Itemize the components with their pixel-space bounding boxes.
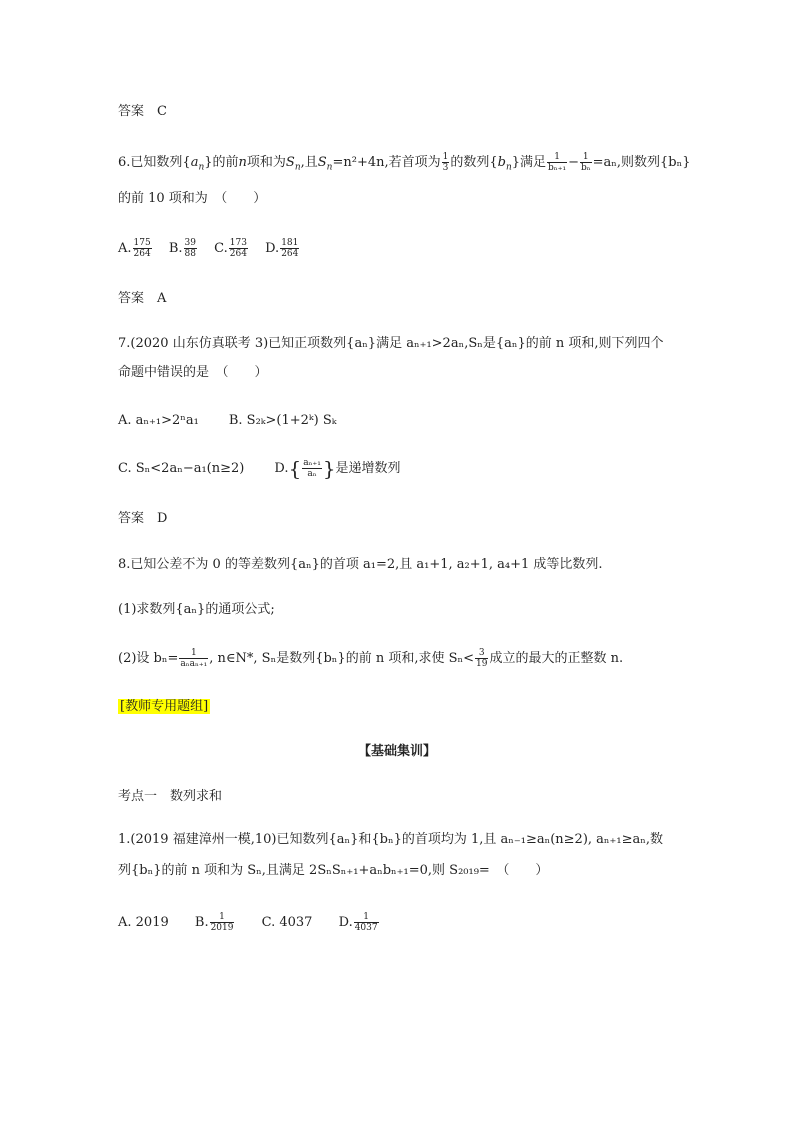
q7-options-cd [118, 458, 401, 479]
q6-options [118, 238, 312, 259]
section-title: 【基础集训】 [357, 744, 436, 759]
frac-num: 173 [229, 238, 247, 248]
q8-sub1: (1)求数列{aₙ}的通项公式; [118, 602, 275, 617]
q8-sub2 [118, 648, 623, 669]
frac-num: 3 [475, 648, 488, 659]
q7-option-b: B. S₂ₖ>(1+2ᵏ) Sₖ [228, 413, 337, 428]
teacher-tag-text: [教师专用题组] [120, 699, 209, 714]
q6-minus: − [568, 155, 579, 170]
q1-line2: 列{bₙ}的前 n 项和为 Sₙ,且满足 2SₙSₙ₊₁+aₙbₙ₊₁=0,则 S₂₀₁₉= （ ） [118, 863, 549, 878]
option-fraction [210, 912, 235, 933]
q6-var: b [497, 155, 506, 170]
answer-label: 答案 [118, 104, 145, 119]
answer-label: 答案 [118, 511, 145, 526]
option-label: A. [118, 241, 132, 256]
q7-options-ab [118, 412, 349, 430]
frac-den: 264 [281, 249, 299, 259]
frac-num: 1 [210, 912, 235, 923]
answer-5 [118, 103, 167, 121]
q8-text: , n∈N*, Sₙ是数列{bₙ}的前 n 项和,求使 Sₙ< [209, 651, 475, 666]
q8-fraction-bound [475, 648, 488, 669]
q6-option-a [118, 238, 153, 259]
frac-num: 39 [184, 238, 196, 248]
frac-num: 1 [547, 152, 567, 163]
q1-option-b [195, 912, 236, 933]
brace-open: { [288, 456, 302, 481]
frac-den: 88 [184, 249, 196, 259]
q7-option-d-fraction [302, 458, 322, 479]
frac-den: 4037 [354, 923, 378, 933]
option-label: C. [214, 241, 228, 256]
frac-den: aₙ [307, 469, 317, 479]
q6-sub: n [198, 162, 205, 173]
option-label: D. [338, 915, 353, 930]
answer-6 [118, 290, 166, 308]
answer-value: A [157, 291, 167, 306]
q6-text: 的数列{ [450, 155, 498, 170]
answer-label: 答案 [118, 291, 145, 306]
q6-line1 [118, 152, 691, 173]
frac-den: 19 [476, 659, 488, 669]
q6-option-d [265, 238, 300, 259]
frac-num: 181 [281, 238, 299, 248]
q1-option-d [339, 912, 380, 933]
frac-den: 2019 [210, 923, 234, 933]
q6-var: n [238, 155, 247, 170]
answer-value: D [157, 511, 168, 526]
q7-line1: 7.(2020 山东仿真联考 3)已知正项数列{aₙ}满足 aₙ₊₁>2aₙ,Sₙ是{aₙ}的前 n 项和,则下列四个 [118, 336, 664, 351]
q8-text: (2)设 bₙ= [118, 651, 179, 666]
frac-num: 1 [442, 152, 449, 162]
q6-line2: 的前 10 项和为 （ ） [118, 191, 267, 206]
frac-num: 1 [179, 648, 208, 659]
answer-7 [118, 510, 167, 528]
q6-sub: n [294, 162, 301, 173]
q7-line2: 命题中错误的是 （ ） [118, 365, 268, 380]
option-fraction [184, 238, 197, 259]
frac-den: 264 [229, 249, 247, 259]
q6-option-c [214, 238, 249, 259]
option-label: B. [168, 241, 183, 256]
q6-text: }满足 [511, 155, 547, 170]
q8-text: 成立的最大的正整数 n. [489, 651, 624, 666]
option-fraction [280, 238, 299, 259]
q6-option-b [169, 238, 198, 259]
frac-num: aₙ₊₁ [303, 458, 321, 468]
q8-fraction-b [179, 648, 208, 669]
option-label: B. [194, 915, 209, 930]
q6-sub: n [505, 162, 512, 173]
q6-text: 6.已知数列{ [118, 155, 191, 170]
q6-text: ,且 [300, 155, 318, 170]
q6-text: }的前 [204, 155, 239, 170]
frac-num: 175 [133, 238, 151, 248]
q6-text: 项和为 [246, 155, 286, 170]
q1-line1: 1.(2019 福建漳州一模,10)已知数列{aₙ}和{bₙ}的首项均为 1,且 aₙ₋₁≥aₙ(n≥2), aₙ₊₁≥aₙ,数 [118, 832, 664, 847]
q7-option-a: A. aₙ₊₁>2ⁿa₁ [118, 413, 199, 428]
q1-options [118, 912, 392, 933]
frac-num: 1 [580, 152, 592, 163]
q6-text: =n²+4n,若首项为 [332, 155, 441, 170]
q1-option-c: C. 4037 [261, 915, 313, 930]
q6-fraction-1 [547, 152, 567, 173]
answer-value: C [157, 104, 167, 119]
frac-den: aₙaₙ₊₁ [180, 659, 208, 669]
teacher-tag [118, 698, 210, 716]
q6-fraction-2 [580, 152, 592, 173]
q8-line1: 8.已知公差不为 0 的等差数列{aₙ}的首项 a₁=2,且 a₁+1, a₂+1, a₄+1 成等比数列. [118, 557, 603, 572]
q6-var: S [317, 155, 327, 170]
option-fraction [229, 238, 248, 259]
option-label: D. [274, 461, 289, 476]
q6-text: =aₙ,则数列{bₙ} [592, 155, 691, 170]
option-fraction [133, 238, 152, 259]
brace-close: } [322, 456, 336, 481]
q1-option-a: A. 2019 [118, 915, 169, 930]
q7-option-d-text: 是递增数列 [335, 461, 401, 476]
frac-den: 264 [133, 249, 151, 259]
frac-den: bₙ₊₁ [548, 163, 567, 173]
q6-var: a [190, 155, 199, 170]
frac-den: bₙ [580, 163, 591, 173]
option-label: D. [265, 241, 280, 256]
q6-fraction-third [442, 152, 450, 173]
option-fraction [354, 912, 379, 933]
frac-num: 1 [354, 912, 379, 923]
frac-den: 3 [442, 163, 449, 173]
q6-var: S [285, 155, 295, 170]
kaodian-heading: 考点一 数列求和 [118, 789, 223, 804]
q7-option-c: C. Sₙ<2aₙ−a₁(n≥2) [118, 461, 245, 476]
q6-sub: n [326, 162, 333, 173]
